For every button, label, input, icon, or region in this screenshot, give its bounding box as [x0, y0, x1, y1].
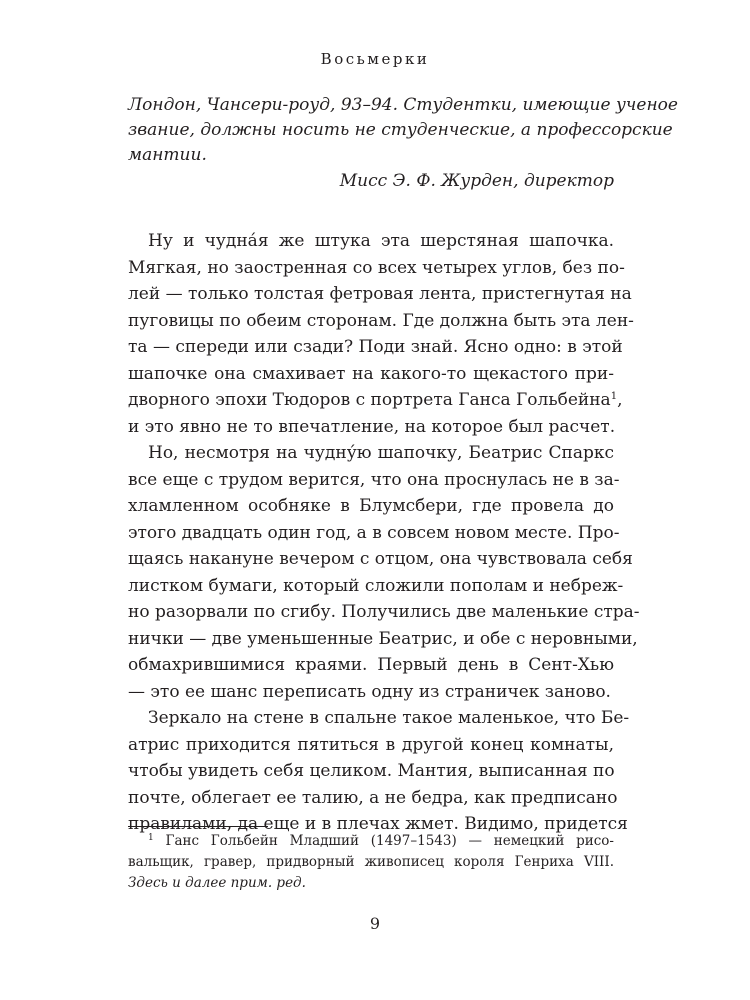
page-number: 9	[369, 914, 381, 933]
text-line: атрис приходится пятиться в другой конец комнаты,	[128, 734, 614, 755]
text-line: хламленном особняке в Блумсбери, где провела до	[128, 496, 614, 516]
text-line: шапочке она смахивает на какого-то щекастого при-	[128, 363, 614, 384]
text-line: Но, несмотря на чудну́ю шапочку, Беатрис Спаркс	[148, 443, 614, 463]
text-line: чтобы увидеть себя целиком. Мантия, выписанная по	[128, 761, 615, 781]
text-line: обмахрившимися краями. Первый день в Сент-Хью	[128, 655, 614, 675]
text-line: щаясь накануне вечером с отцом, она чувствовала себя	[128, 549, 633, 569]
text-line: этого двадцать один год, а в совсем новом месте. Про-	[128, 522, 620, 543]
footnote-line: Здесь и далее прим. ред.	[128, 875, 306, 891]
text-line: все еще с трудом верится, что она проснулась не в за-	[128, 469, 620, 490]
text-line: — это ее шанс переписать одну из страничек заново.	[128, 681, 611, 702]
text-line: почте, облегает ее талию, а не бедра, как предписано	[128, 787, 618, 808]
text-line: и это явно не то впечатление, на которое был расчет.	[128, 416, 616, 437]
text-line: лей — только толстая фетровая лента, пристегнутая на	[128, 284, 632, 304]
text-line: но разорвали по сгибу. Получились две маленькие стра-	[128, 602, 640, 622]
footnote-line: вальщик, гравер, придворный живописец короля Генриха VIII.	[128, 854, 614, 870]
text-line: дворного эпохи Тюдоров с портрета Ганса Гольбейна$^1$,	[128, 390, 623, 410]
footnote-divider	[128, 826, 268, 827]
text-line: нички — две уменьшенные Беатрис, и обе с неровными,	[128, 628, 638, 649]
footnote-line	[128, 831, 614, 852]
footnote-marker: 1	[148, 833, 154, 843]
epigraph	[128, 93, 678, 194]
text-line: пуговицы по обеим сторонам. Где должна быть эта лен-	[128, 310, 634, 331]
footnote	[128, 831, 614, 894]
text-line-content: дворного эпохи Тюдоров с портрета Ганса Гольбейна	[128, 390, 611, 410]
text-line: та — спереди или сзади? Поди знай. Ясно одно: в этой	[128, 337, 623, 357]
body-text	[128, 228, 640, 838]
text-line: правилами, да еще и в плечах жмет. Видимо, придется	[128, 814, 628, 834]
footnote-line-content: Ганс Гольбейн Младший (1497–1543) — немецкий рисо-	[165, 833, 614, 849]
epigraph-line: мантии.	[128, 145, 207, 165]
text-line: Ну и чудна́я же штука эта шерстяная шапочка.	[148, 231, 614, 251]
text-line: Зеркало на стене в спальне такое маленькое, что Бе-	[148, 708, 630, 728]
running-head: Восьмерки	[320, 50, 430, 68]
footnote-reference[interactable]: 1	[610, 391, 618, 402]
epigraph-line: Лондон, Чансери-роуд, 93–94. Студентки, имеющие ученое	[128, 95, 678, 115]
epigraph-attribution: Мисс Э. Ф. Журден, директор	[339, 171, 614, 191]
epigraph-line: звание, должны носить не студенческие, а профессорские	[128, 120, 673, 140]
text-line: листком бумаги, который сложили пополам и небреж-	[128, 575, 624, 596]
text-line: Мягкая, но заостренная со всех четырех углов, без по-	[128, 257, 625, 278]
